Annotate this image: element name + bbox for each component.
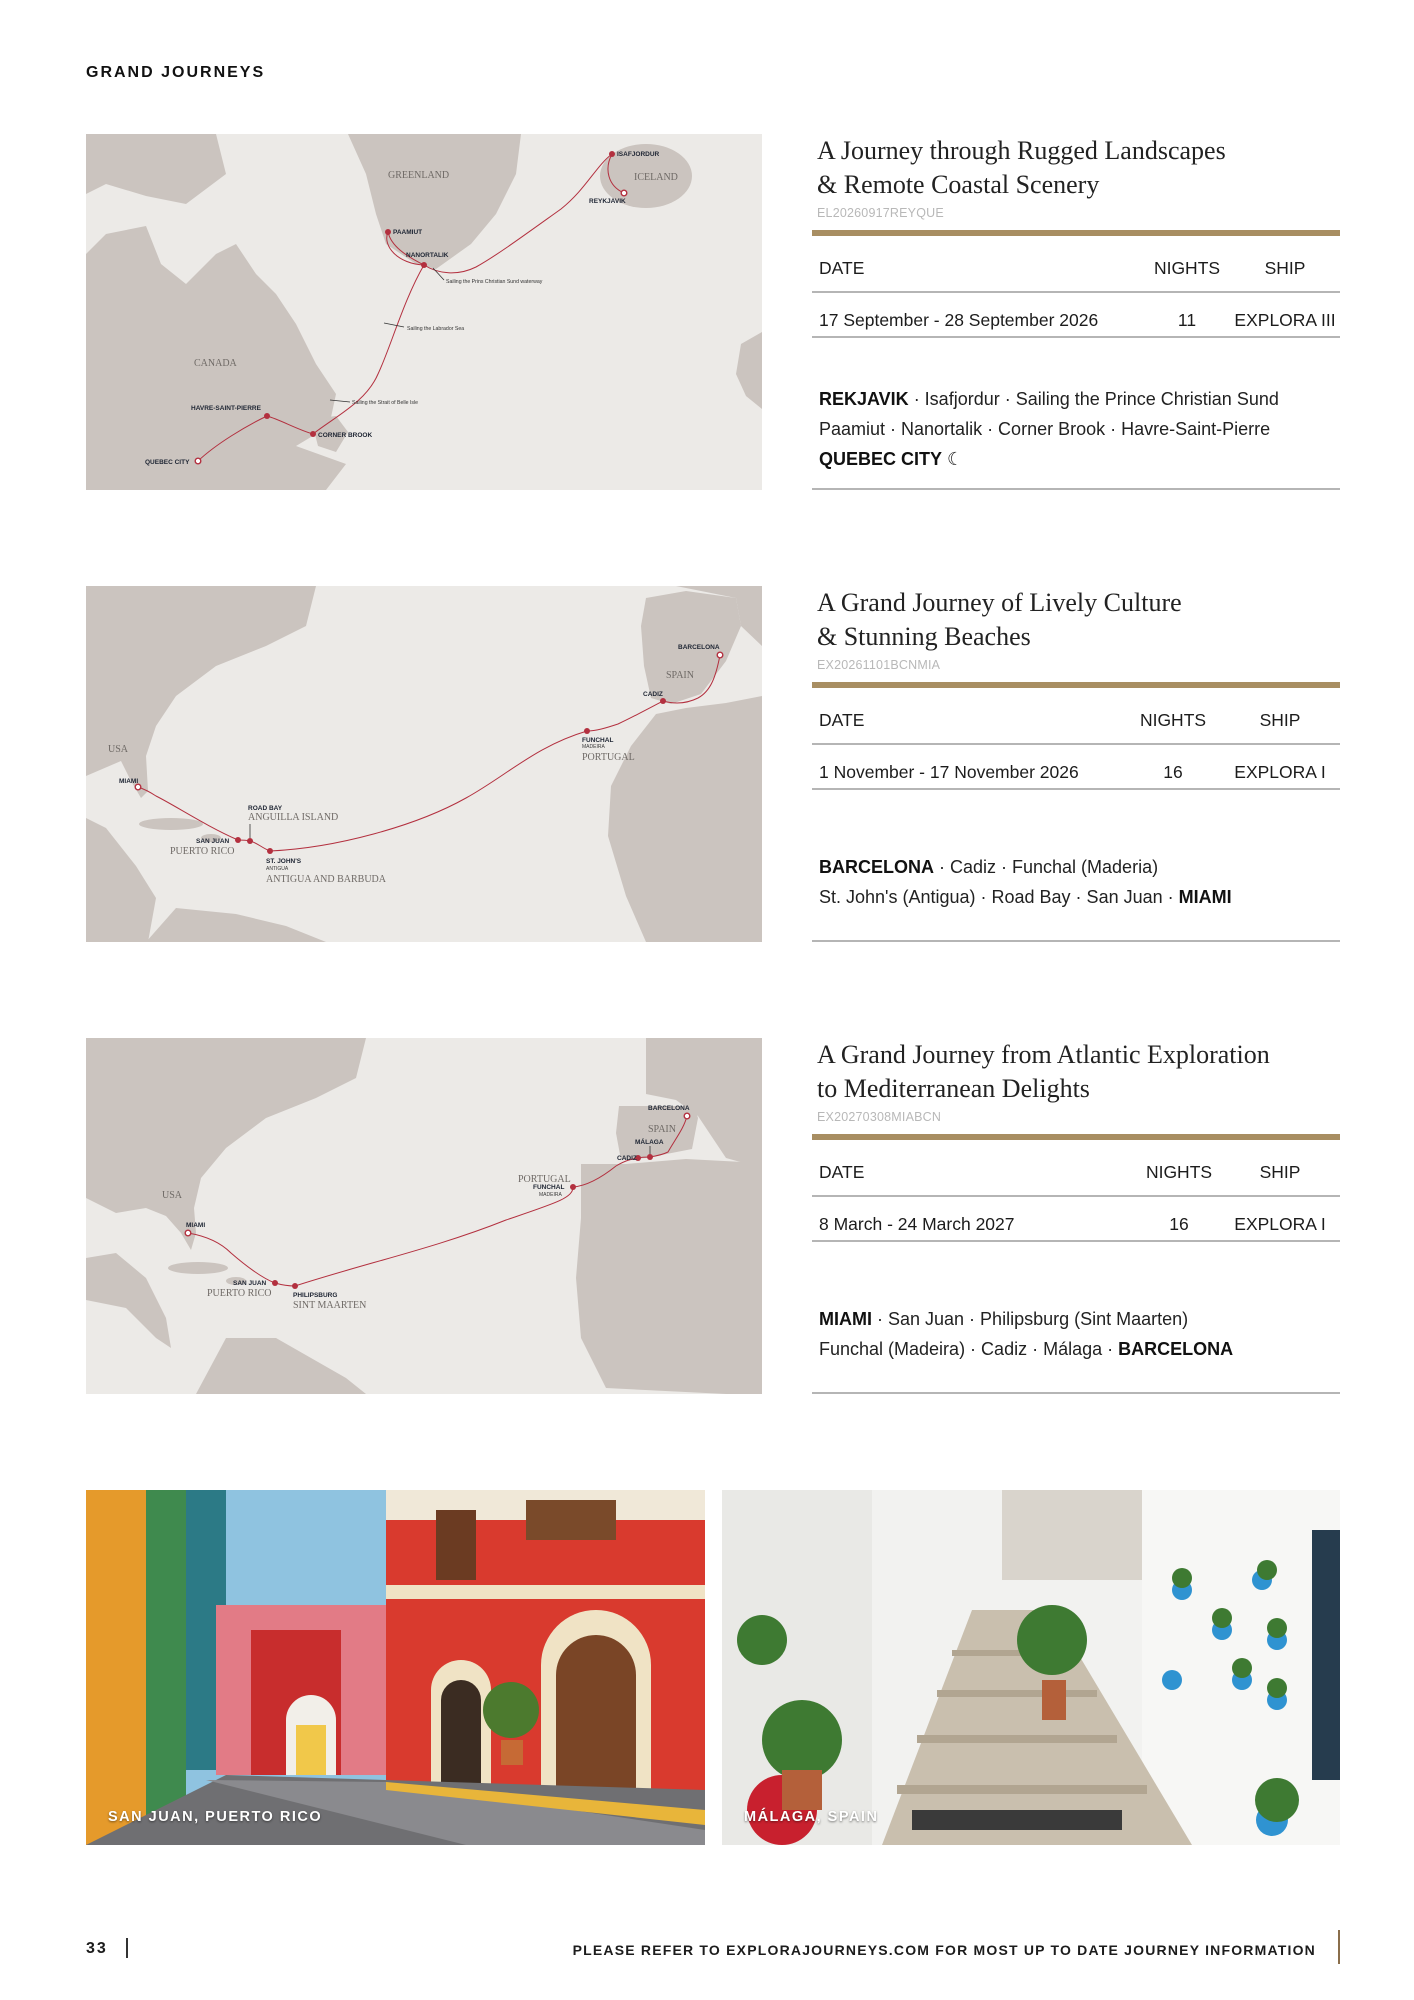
table-row <box>812 756 1340 788</box>
port-marker <box>647 1154 653 1160</box>
journey-title-line: to Mediterranean Delights <box>817 1074 1090 1103</box>
gold-divider <box>812 230 1340 236</box>
landmass <box>86 1038 366 1250</box>
table-divider <box>812 743 1340 745</box>
route-map-svg <box>86 586 762 942</box>
column-header-nights: NIGHTS <box>1153 258 1221 278</box>
landmass <box>168 1262 228 1274</box>
map-label-antigua-barbuda: ANTIGUA AND BARBUDA <box>266 874 387 885</box>
landmass <box>348 134 521 269</box>
route-map <box>86 134 762 490</box>
map-label-san-juan: SAN JUAN <box>196 838 230 845</box>
journey-details <box>812 586 1340 946</box>
section-divider <box>812 940 1340 942</box>
map-label-havre: HAVRE-SAINT-PIERRE <box>191 405 261 412</box>
port-marker <box>421 262 427 268</box>
table-header <box>812 252 1340 284</box>
journey-code: EL20260917REYQUE <box>817 206 944 220</box>
journey-details <box>812 134 1340 494</box>
map-label-miami: MIAMI <box>186 1222 206 1229</box>
map-label-corner: CORNER BROOK <box>318 432 373 439</box>
photo-caption: MÁLAGA, SPAIN <box>744 1809 879 1825</box>
label-leader <box>433 268 444 280</box>
table-divider <box>812 291 1340 293</box>
journey-title <box>817 1038 1270 1106</box>
table-divider <box>812 1195 1340 1197</box>
journey-nights: 16 <box>1163 762 1183 782</box>
port-marker <box>570 1184 576 1190</box>
port-names: Funchal (Madeira) · Cadiz · Málaga · <box>819 1339 1119 1359</box>
map-label-spain: SPAIN <box>666 670 694 681</box>
san-juan-street-image <box>86 1490 705 1845</box>
landmass <box>736 332 762 409</box>
port-highlight: QUEBEC CITY <box>819 449 943 469</box>
map-label-sint-maarten: SINT MAARTEN <box>293 1300 367 1311</box>
table-row <box>812 1208 1340 1240</box>
port-highlight: BARCELONA <box>819 857 934 877</box>
gold-divider <box>812 1134 1340 1140</box>
moon-icon: ☾ <box>942 449 964 469</box>
map-label-spain: SPAIN <box>648 1124 676 1135</box>
port-line <box>819 852 1232 882</box>
landmass <box>139 818 203 830</box>
map-label-anguilla: ANGUILLA ISLAND <box>248 812 339 823</box>
photo-caption: SAN JUAN, PUERTO RICO <box>108 1809 323 1825</box>
malaga-stairway-image <box>722 1490 1340 1845</box>
map-label-funchal: FUNCHAL <box>533 1184 565 1191</box>
map-label-usa: USA <box>162 1190 183 1201</box>
table-header <box>812 704 1340 736</box>
footer-divider <box>126 1938 128 1958</box>
port-names: St. John's (Antigua) · Road Bay · San Juan · <box>819 887 1179 907</box>
port-marker <box>292 1283 298 1289</box>
section-divider <box>812 1392 1340 1394</box>
port-list <box>819 852 1232 912</box>
map-label-madeira: MADEIRA <box>539 1192 562 1198</box>
port-highlight: MIAMI <box>1178 887 1232 907</box>
route-map-svg <box>86 1038 762 1394</box>
landmass <box>86 1253 171 1348</box>
journey-date: 1 November - 17 November 2026 <box>819 762 1079 782</box>
map-label-portugal: PORTUGAL <box>582 752 635 763</box>
map-label-note-prince: Sailing the Prins Christian Sund waterway <box>446 279 543 285</box>
map-label-road-bay: ROAD BAY <box>248 805 283 812</box>
journey-title-line: A Grand Journey of Lively Culture <box>817 588 1182 617</box>
port-line <box>819 384 1279 414</box>
route-map <box>86 1038 762 1394</box>
map-label-malaga: MÁLAGA <box>635 1139 664 1146</box>
port-marker <box>267 848 273 854</box>
port-marker-endpoint <box>195 458 201 464</box>
journey-title <box>817 586 1182 654</box>
landmass <box>576 1159 762 1394</box>
port-marker-endpoint <box>135 784 141 790</box>
port-marker-endpoint <box>684 1113 690 1119</box>
table-divider <box>812 336 1340 338</box>
port-list <box>819 384 1279 474</box>
port-line <box>819 882 1232 912</box>
column-header-nights: NIGHTS <box>1145 1162 1213 1182</box>
journey-code: EX20261101BCNMIA <box>817 658 941 672</box>
journey-date: 17 September - 28 September 2026 <box>819 310 1099 330</box>
map-label-antigua: ANTIGUA <box>266 866 289 872</box>
journey-title <box>817 134 1226 202</box>
table-divider <box>812 1240 1340 1242</box>
journey-title-line: A Journey through Rugged Landscapes <box>817 136 1226 165</box>
port-marker <box>247 838 253 844</box>
journey-ship: EXPLORA I <box>1234 762 1326 782</box>
journey-code: EX20270308MIABCN <box>817 1110 942 1124</box>
port-marker <box>235 837 241 843</box>
page-section-title: GRAND JOURNEYS <box>86 64 266 81</box>
column-header-date: DATE <box>819 1162 865 1182</box>
map-label-note-belleisle: Sailing the Strait of Belle Isle <box>352 400 419 406</box>
route-map-svg <box>86 134 762 490</box>
port-line <box>819 1304 1233 1334</box>
journey-ship: EXPLORA III <box>1234 310 1336 330</box>
port-names: Paamiut · Nanortalik · Corner Brook · Havre-Saint-Pierre <box>819 419 1271 439</box>
landmass <box>146 908 326 942</box>
table-divider <box>812 788 1340 790</box>
journey-title-line: A Grand Journey from Atlantic Exploration <box>817 1040 1270 1069</box>
column-header-date: DATE <box>819 258 865 278</box>
port-marker <box>385 229 391 235</box>
port-marker <box>264 413 270 419</box>
port-names: · Cadiz · Funchal (Maderia) <box>934 857 1159 877</box>
map-label-iceland: ICELAND <box>634 172 678 183</box>
footer-accent-bar <box>1338 1930 1340 1964</box>
port-marker <box>310 431 316 437</box>
photo-san-juan <box>86 1490 705 1845</box>
journey-section <box>0 1038 1414 1398</box>
port-names: · Isafjordur · Sailing the Prince Christian Sund <box>908 389 1279 409</box>
port-line <box>819 414 1279 444</box>
map-label-san-juan: SAN JUAN <box>233 1280 267 1287</box>
port-marker <box>660 698 666 704</box>
port-highlight: BARCELONA <box>1118 1339 1234 1359</box>
port-highlight: REKJAVIK <box>819 389 909 409</box>
column-header-ship: SHIP <box>1259 1162 1301 1182</box>
port-marker <box>584 728 590 734</box>
footer-notice: PLEASE REFER TO EXPLORAJOURNEYS.COM FOR MOST UP TO DATE JOURNEY INFORMATION <box>572 1942 1316 1958</box>
table-row <box>812 304 1340 336</box>
landmass <box>86 586 316 798</box>
map-label-puerto-rico: PUERTO RICO <box>170 846 235 857</box>
port-list <box>819 1304 1233 1364</box>
journey-nights: 11 <box>1177 310 1197 330</box>
landmass <box>86 134 226 204</box>
port-marker-endpoint <box>185 1230 191 1236</box>
page-number: 33 <box>86 1940 108 1957</box>
journey-ship: EXPLORA I <box>1234 1214 1326 1234</box>
port-marker <box>609 151 615 157</box>
map-label-nanortalik: NANORTALIK <box>406 252 449 259</box>
map-label-cadiz: CADIZ <box>617 1155 637 1162</box>
map-label-reykjavik: REYKJAVIK <box>589 198 626 205</box>
journey-section <box>0 134 1414 494</box>
map-label-funchal: FUNCHAL <box>582 737 614 744</box>
map-label-note-labrador: Sailing the Labrador Sea <box>407 326 465 332</box>
journey-nights: 16 <box>1169 1214 1189 1234</box>
landmass <box>86 818 156 942</box>
map-label-barcelona: BARCELONA <box>678 644 720 651</box>
map-label-miami: MIAMI <box>119 778 139 785</box>
column-header-nights: NIGHTS <box>1139 710 1207 730</box>
map-label-portugal: PORTUGAL <box>518 1174 571 1185</box>
label-leader <box>384 323 404 327</box>
map-label-usa: USA <box>108 744 129 755</box>
map-label-puerto-rico: PUERTO RICO <box>207 1288 272 1299</box>
map-label-greenland: GREENLAND <box>388 170 450 181</box>
column-header-ship: SHIP <box>1264 258 1306 278</box>
map-label-isafjordur: ISAFJORDUR <box>617 151 660 158</box>
section-divider <box>812 488 1340 490</box>
table-header <box>812 1156 1340 1188</box>
journey-details <box>812 1038 1340 1398</box>
port-names: · San Juan · Philipsburg (Sint Maarten) <box>872 1309 1189 1329</box>
landmass <box>608 696 762 942</box>
column-header-date: DATE <box>819 710 865 730</box>
port-highlight: MIAMI <box>819 1309 872 1329</box>
port-marker <box>272 1280 278 1286</box>
journey-title-line: & Remote Coastal Scenery <box>817 170 1100 199</box>
port-marker-endpoint <box>717 652 723 658</box>
map-label-barcelona: BARCELONA <box>648 1105 690 1112</box>
map-label-paamiut: PAAMIUT <box>393 229 423 236</box>
route-map <box>86 586 762 942</box>
column-header-ship: SHIP <box>1259 710 1301 730</box>
port-line <box>819 444 1279 474</box>
map-label-canada: CANADA <box>194 358 237 369</box>
port-line <box>819 1334 1233 1364</box>
map-label-philipsburg: PHILIPSBURG <box>293 1292 338 1299</box>
gold-divider <box>812 682 1340 688</box>
photo-malaga <box>722 1490 1340 1845</box>
port-marker-endpoint <box>621 190 627 196</box>
journey-date: 8 March - 24 March 2027 <box>819 1214 1015 1234</box>
map-label-cadiz: CADIZ <box>643 691 663 698</box>
journey-title-line: & Stunning Beaches <box>817 622 1031 651</box>
map-label-madeira: MADEIRA <box>582 744 605 750</box>
map-label-st-johns: ST. JOHN'S <box>266 858 302 865</box>
landmass <box>196 1338 366 1394</box>
journey-section <box>0 586 1414 946</box>
map-label-quebec: QUEBEC CITY <box>145 459 190 466</box>
